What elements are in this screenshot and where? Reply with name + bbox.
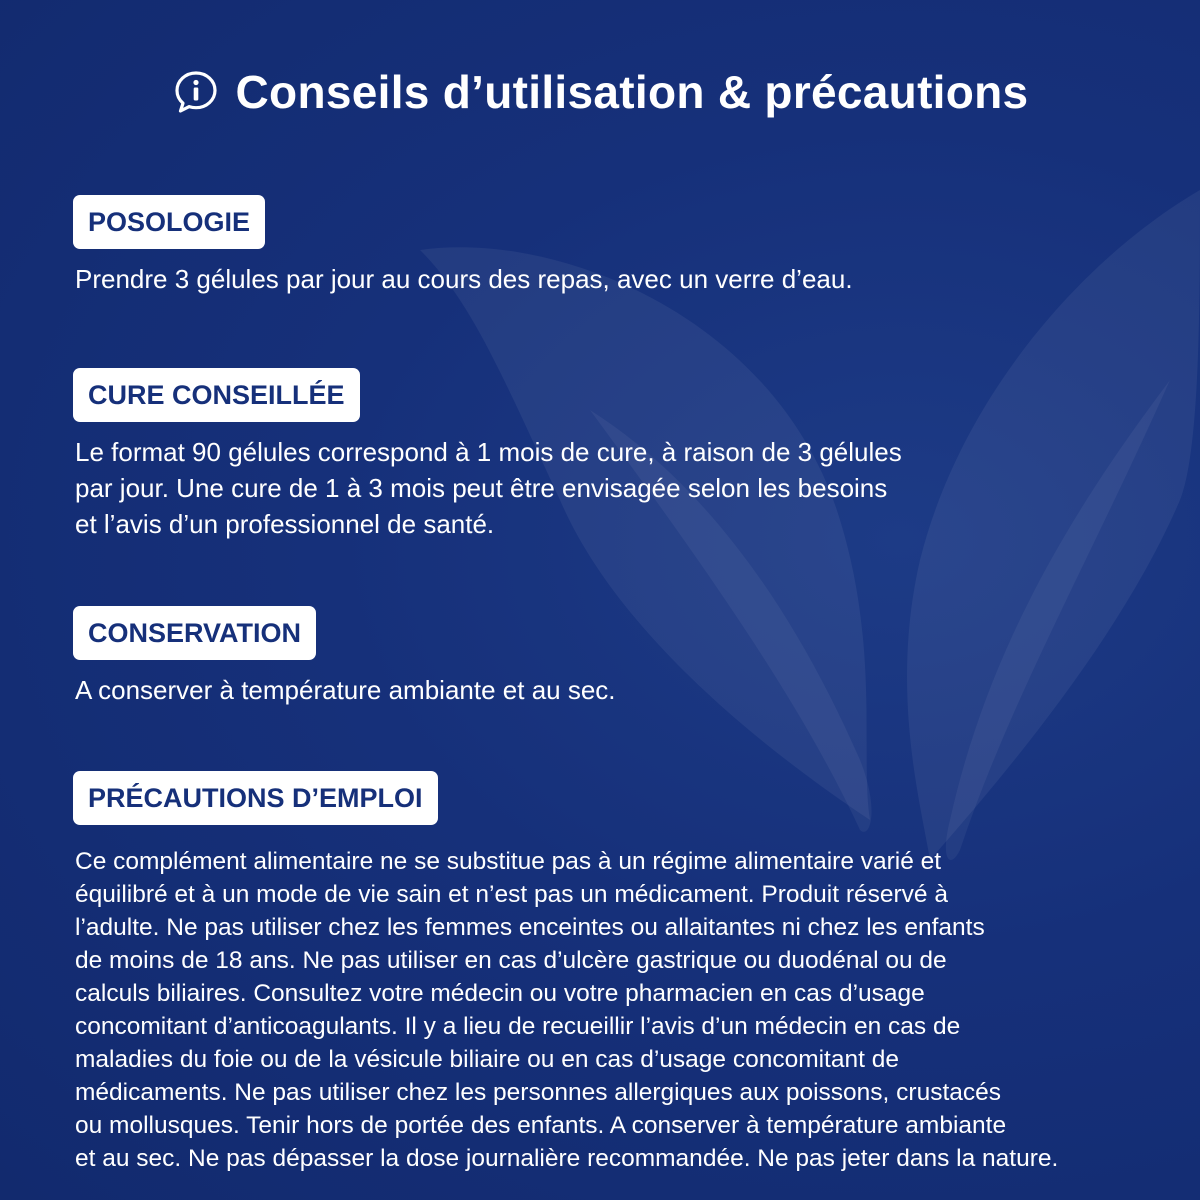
text-line: Ce complément alimentaire ne se substitue pas à un régime alimentaire varié et [75,848,942,875]
info-speech-bubble-icon [172,68,220,116]
text-line: et l’avis d’un professionnel de santé. [75,509,495,539]
section-posologie [73,195,1073,297]
text-line: de moins de 18 ans. Ne pas utiliser en cas d’ulcère gastrique ou duodénal ou de [75,947,947,974]
text-line: et au sec. Ne pas dépasser la dose journalière recommandée. Ne pas jeter dans la nature. [75,1145,1059,1172]
page-title: Conseils d’utilisation & précautions [235,66,1029,118]
text-line: par jour. Une cure de 1 à 3 mois peut être envisagée selon les besoins [75,473,888,503]
section-text-conservation [73,672,1073,708]
section-label-posologie: POSOLOGIE [73,195,265,249]
text-line: maladies du foie ou de la vésicule biliaire ou en cas d’usage concomitant de [75,1046,899,1073]
text-line: A conserver à température ambiante et au sec. [75,675,616,705]
section-label-precautions-emploi: PRÉCAUTIONS D’EMPLOI [73,771,438,825]
text-line: équilibré et à un mode de vie sain et n’est pas un médicament. Produit réservé à [75,881,948,908]
text-line: Le format 90 gélules correspond à 1 mois de cure, à raison de 3 gélules [75,437,902,467]
text-line: Prendre 3 gélules par jour au cours des repas, avec un verre d’eau. [75,264,853,294]
section-text-cure-conseillee [73,434,1073,542]
section-label-conservation: CONSERVATION [73,606,316,660]
section-precautions-emploi [73,771,1073,1175]
text-line: l’adulte. Ne pas utiliser chez les femmes enceintes ou allaitantes ni chez les enfants [75,914,985,941]
text-line: médicaments. Ne pas utiliser chez les personnes allergiques aux poissons, crustacés [75,1079,1002,1106]
text-line: calculs biliaires. Consultez votre médecin ou votre pharmacien en cas d’usage [75,980,925,1007]
section-conservation [73,606,1073,708]
text-line: ou mollusques. Tenir hors de portée des enfants. A conserver à température ambiante [75,1112,1007,1139]
section-text-posologie [73,261,1073,297]
page-header [0,60,1200,124]
section-label-cure-conseillee: CURE CONSEILLÉE [73,368,360,422]
section-cure-conseillee [73,368,1073,542]
section-text-precautions-emploi [73,845,1073,1175]
text-line: concomitant d’anticoagulants. Il y a lieu de recueillir l’avis d’un médecin en cas de [75,1013,961,1040]
